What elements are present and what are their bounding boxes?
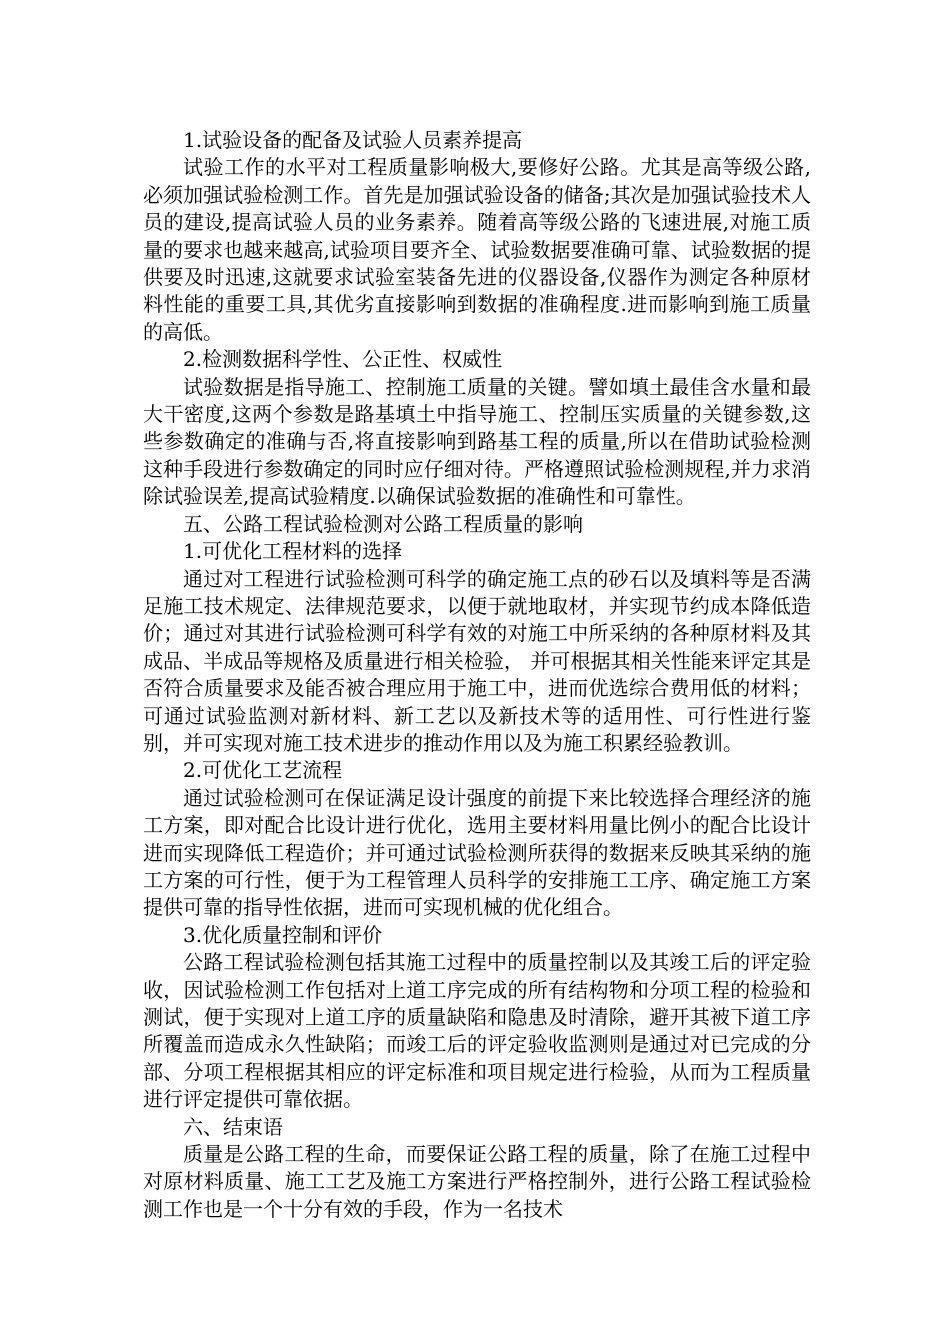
body-paragraph: 通过试验检测可在保证满足设计强度的前提下来比较选择合理经济的施工方案，即对配合比设计进行优化，选用主要材料用量比例小的配合比设计进而实现降低工程造价；并可通过试验检测所获得的数据来反映其采纳的施工方案的可行性，便于为工程管理人员科学的安排施工工序、确定施工方案提供可靠的指导性依据，进而可实现机械的优化组合。 [143,785,811,920]
body-paragraph: 公路工程试验检测包括其施工过程中的质量控制以及其竣工后的评定验收，因试验检测工作包括对上道工序完成的所有结构物和分项工程的检验和测试，便于实现对上道工序的质量缺陷和隐患及时清除，避开其被下道工序所覆盖而造成永久性缺陷；而竣工后的评定验收监测则是通过对已完成的分部、分项工程根据其相应的评定标准和项目规定进行检验，从而为工程质量进行评定提供可靠依据。 [143,950,811,1112]
section-heading: 2.可优化工艺流程 [183,758,343,783]
body-paragraph: 质量是公路工程的生命，而要保证公路工程的质量，除了在施工过程中对原材料质量、施工工艺及施工方案进行严格控制外，进行公路工程试验检测工作也是一个十分有效的手段，作为一名技术 [143,1142,811,1221]
chapter-heading: 五、公路工程试验检测对公路工程质量的影响 [183,511,583,536]
section-heading: 3.优化质量控制和评价 [183,922,383,947]
section-heading: 1.可优化工程材料的选择 [183,539,403,564]
document-body [143,127,811,1223]
section-heading: 2.检测数据科学性、公正性、权威性 [183,347,503,372]
body-paragraph: 试验数据是指导施工、控制施工质量的关键。譬如填土最佳含水量和最大干密度,这两个参数是路基填土中指导施工、控制压实质量的关键参数,这些参数确定的准确与否,将直接影响到路基工程的质量,所以在借助试验检测这种手段进行参数确定的同时应仔细对待。严格遵照试验检测规程,并力求消除试验误差,提高试验精度.以确保试验数据的准确性和可靠性。 [143,374,811,509]
chapter-heading: 六、结束语 [183,1114,283,1139]
section-heading: 1.试验设备的配备及试验人员素养提高 [183,128,523,152]
body-paragraph: 试验工作的水平对工程质量影响极大,要修好公路。尤其是高等级公路,必须加强试验检测工作。首先是加强试验设备的储备;其次是加强试验技术人员的建设,提高试验人员的业务素养。随着高等级公路的飞速进展,对施工质量的要求也越来越高,试验项目要齐全、试验数据要准确可靠、试验数据的提供要及时迅速,这就要求试验室装备先进的仪器设备,仪器作为测定各种原材料性能的重要工具,其优劣直接影响到数据的准确程度.进而影响到施工质量的高低。 [143,155,811,344]
body-paragraph: 通过对工程进行试验检测可科学的确定施工点的砂石以及填料等是否满足施工技术规定、法律规范要求，以便于就地取材，并实现节约成本降低造价；通过对其进行试验检测可科学有效的对施工中所采纳的各种原材料及其成品、半成品等规格及质量进行相关检验， 并可根据其相关性能来评定其是否符合质量要求及能否被合理应用于施工中，进而优选综合费用低的材料；可通过试验监测对新材料、新工艺以及新技术等的适用性、可行性进行鉴别，并可实现对施工技术进步的推动作用以及为施工积累经验教训。 [143,566,811,755]
